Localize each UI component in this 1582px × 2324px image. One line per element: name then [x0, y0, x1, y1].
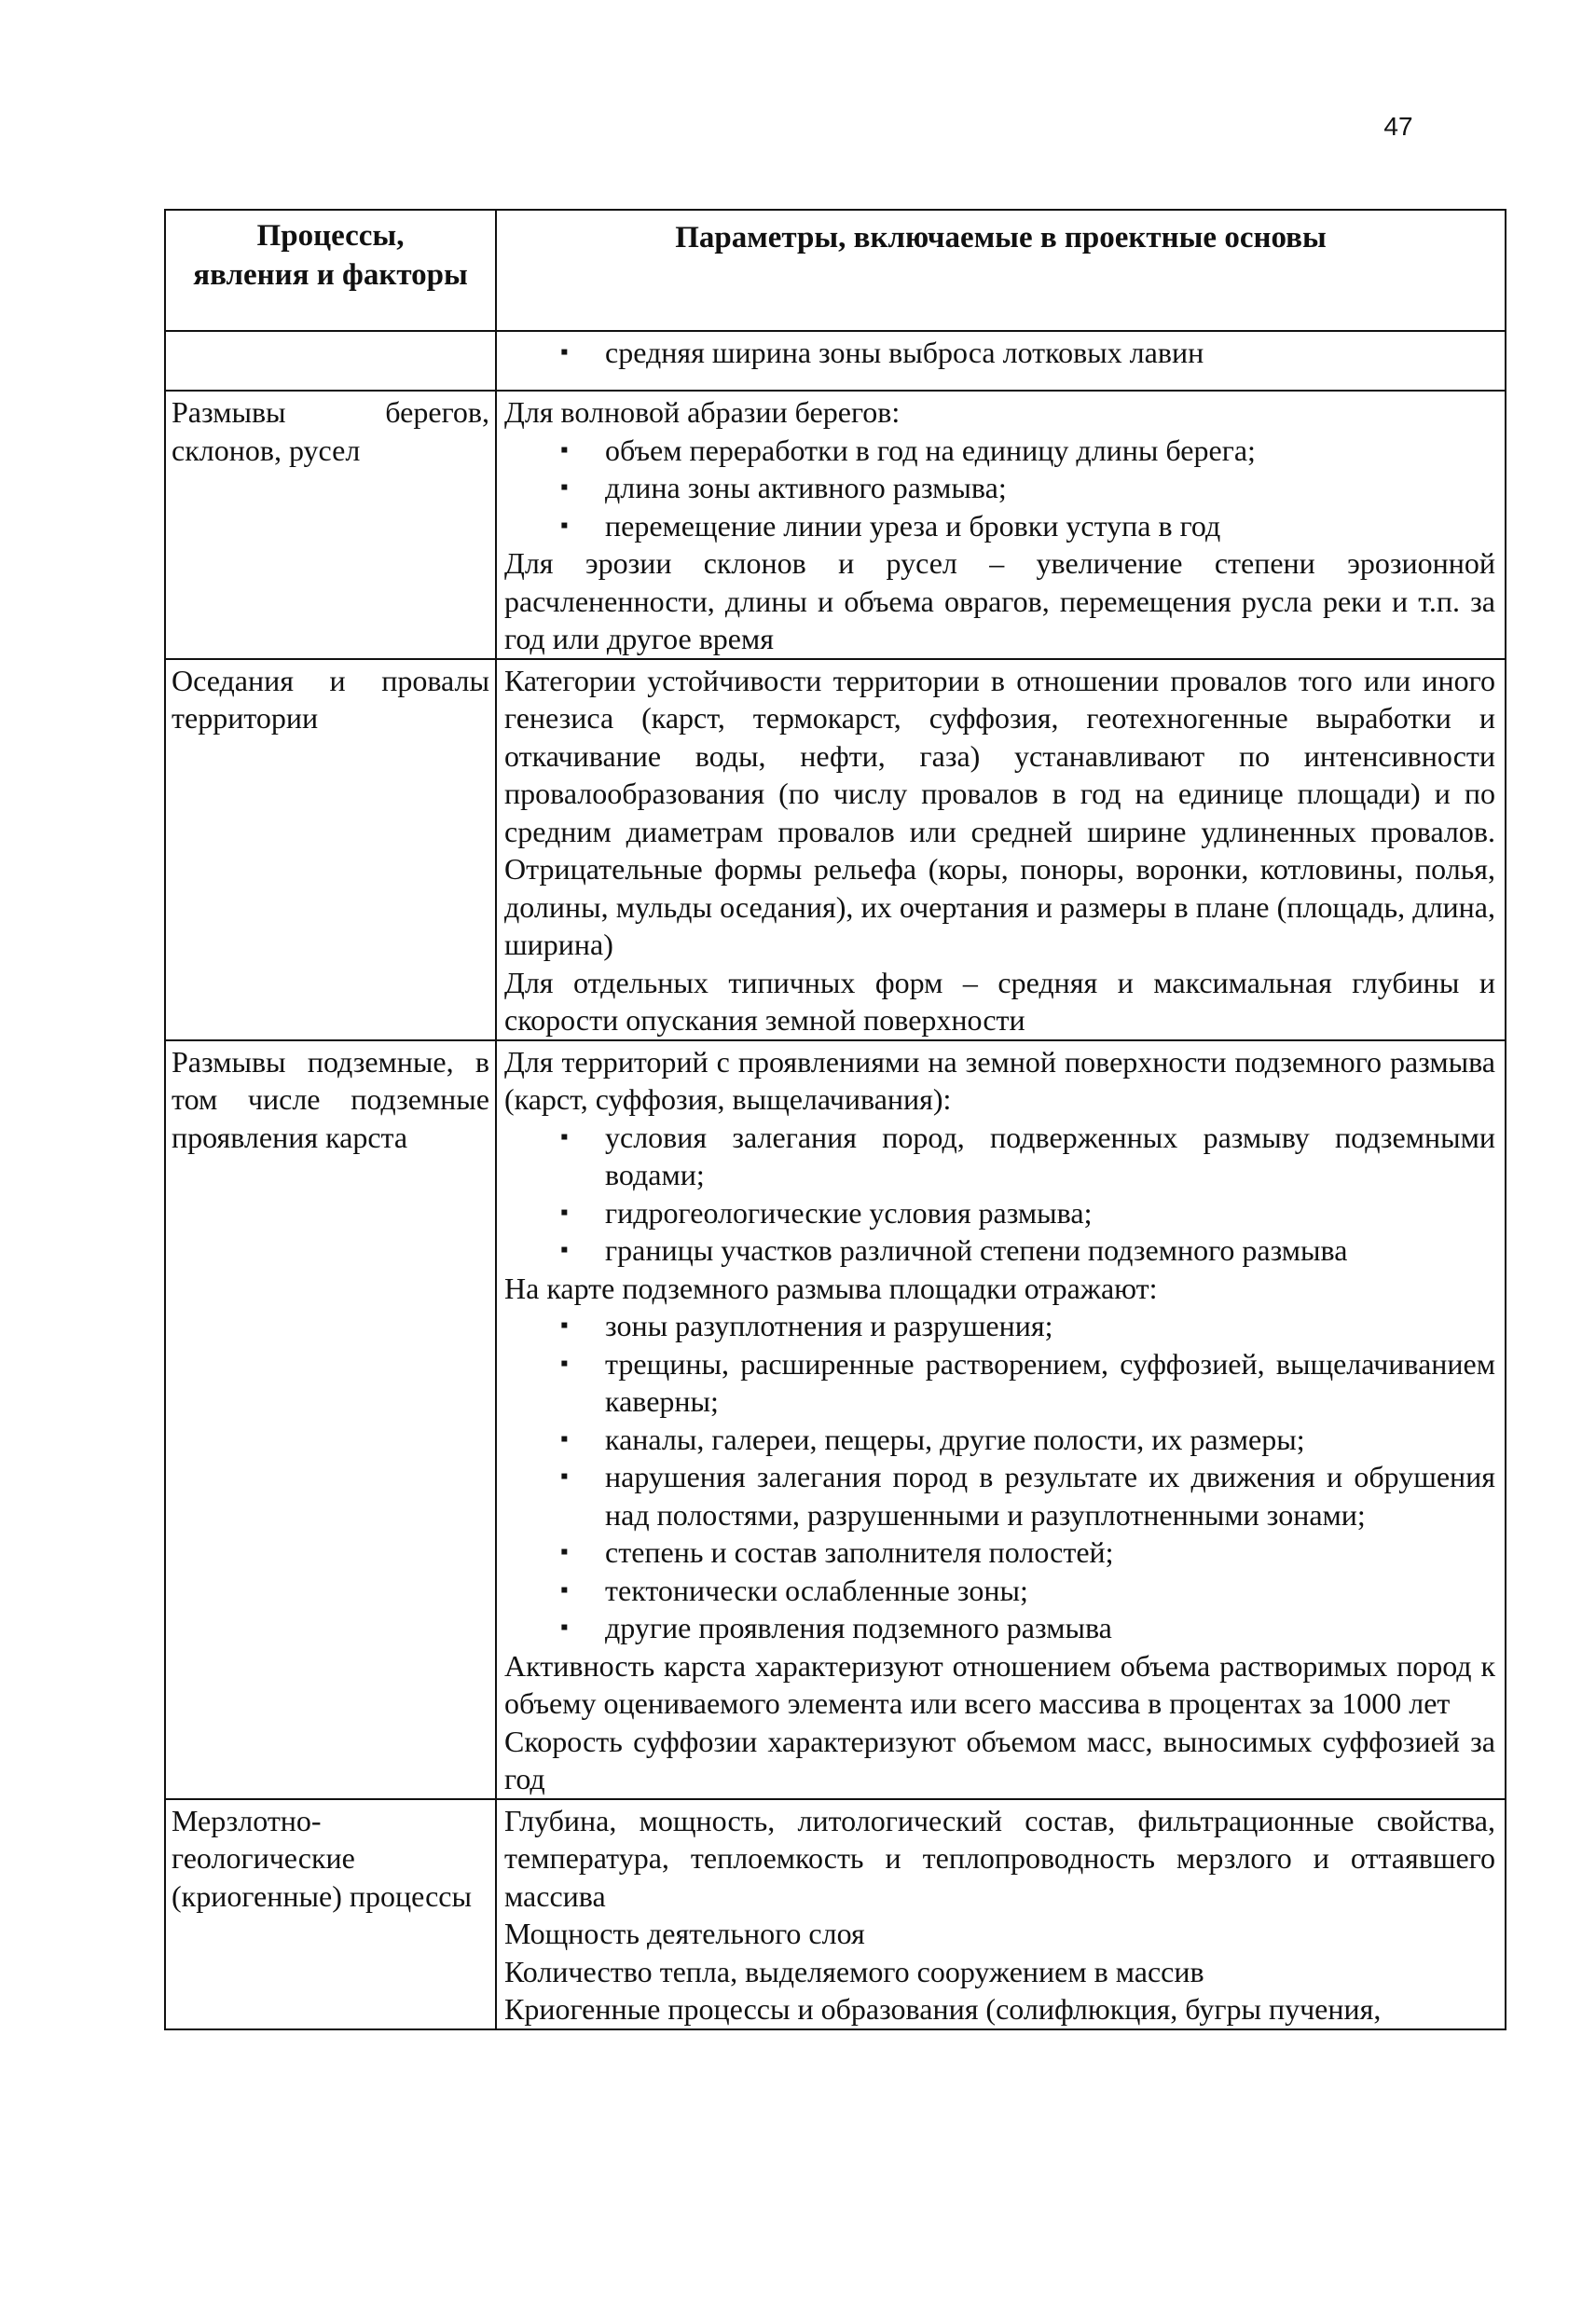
parameters-table	[164, 209, 1506, 2030]
bullet-item: ▪ тектонически ослабленные зоны;	[504, 1572, 1495, 1610]
bullet-item: ▪ средняя ширина зоны выброса лотковых лавин	[504, 334, 1495, 372]
header-processes-line2: явления и факторы	[193, 258, 468, 292]
process-cell: Размывы берегов, склонов, русел	[165, 391, 496, 659]
bullet-list	[504, 334, 1495, 372]
table-row	[165, 391, 1506, 659]
paragraph: Активность карста характеризуют отношением объема растворимых пород к объему оцениваемого элемента или всего массива в процентах за 1000 лет	[504, 1648, 1495, 1720]
process-cell: Мерзлотно-геологические (криогенные) процессы	[165, 1799, 496, 2029]
bullet-list	[504, 432, 1495, 545]
paragraph: Скорость суффозии характеризуют объемом масс, выносимых суффозией за год	[504, 1724, 1495, 1795]
parameters-cell	[496, 659, 1506, 1040]
paragraph: Для территорий с проявлениями на земной поверхности подземного размыва (карст, суффозия, выщелачивания):	[504, 1044, 1495, 1116]
paragraph: Для волновой абразии берегов:	[504, 395, 901, 429]
bullet-item: ▪ нарушения залегания пород в результате их движения и обрушения над полостями, разрушенными и разуплотненными зонами;	[504, 1458, 1495, 1533]
bullet-item: ▪ гидрогеологические условия размыва;	[504, 1194, 1495, 1232]
parameters-cell	[496, 1040, 1506, 1799]
parameters-cell	[496, 391, 1506, 659]
header-parameters: Параметры, включаемые в проектные основы	[496, 210, 1506, 331]
bullet-list	[504, 1119, 1495, 1270]
paragraph: Мощность деятельного слоя	[504, 1917, 865, 1950]
paragraph: На карте подземного размыва площадки отражают:	[504, 1271, 1158, 1305]
table-row	[165, 331, 1506, 391]
table-row	[165, 659, 1506, 1040]
paragraph: Глубина, мощность, литологический состав, фильтрационные свойства, температура, теплоемкость и теплопроводность мерзлого и оттаявшего массива	[504, 1803, 1495, 1913]
bullet-item: ▪ границы участков различной степени подземного размыва	[504, 1231, 1495, 1270]
bullet-item: ▪ трещины, расширенные растворением, суффозией, выщелачиванием каверны;	[504, 1345, 1495, 1421]
header-processes-line1: Процессы,	[256, 219, 405, 253]
parameters-cell	[496, 331, 1506, 391]
bullet-item: ▪ перемещение линии уреза и бровки уступа в год	[504, 507, 1495, 545]
table-row	[165, 1040, 1506, 1799]
paragraph: Криогенные процессы и образования (солифлюкция, бугры пучения,	[504, 1992, 1382, 2026]
header-processes	[165, 210, 496, 331]
bullet-item: ▪ объем переработки в год на единицу длины берега;	[504, 432, 1495, 470]
process-cell: Размывы подземные, в том числе подземные проявления карста	[165, 1040, 496, 1799]
bullet-item: ▪ другие проявления подземного размыва	[504, 1609, 1495, 1647]
paragraph: Категории устойчивости территории в отношении провалов того или иного генезиса (карст, термокарст, суффозия, геотехногенные выработки и откачивание воды, нефти, газа) устанавливают по интенсивности провалообразования (по числу провалов в год на единице площади) и по средним диаметрам провалов или средней ширине удлиненных провалов. Отрицательные формы рельефа (коры, поноры, воронки, котловины, полья, долины, мульды оседания), их очертания и размеры в плане (площадь, длина, ширина)	[504, 663, 1495, 961]
table-row	[165, 1799, 1506, 2029]
page-number: 47	[1383, 112, 1413, 141]
bullet-item: ▪ длина зоны активного размыва;	[504, 469, 1495, 507]
bullet-item: ▪ зоны разуплотнения и разрушения;	[504, 1307, 1495, 1345]
table-header-row	[165, 210, 1506, 331]
bullet-item: ▪ условия залегания пород, подверженных размыву подземными водами;	[504, 1119, 1495, 1194]
process-cell	[165, 331, 496, 391]
paragraph: Количество тепла, выделяемого сооружением в массив	[504, 1954, 1204, 1988]
process-cell: Оседания и провалы территории	[165, 659, 496, 1040]
bullet-item: ▪ каналы, галереи, пещеры, другие полости, их размеры;	[504, 1421, 1495, 1459]
bullet-list	[504, 1307, 1495, 1647]
paragraph: Для отдельных типичных форм – средняя и максимальная глубины и скорости опускания земной поверхности	[504, 965, 1495, 1037]
paragraph: Для эрозии склонов и русел – увеличение степени эрозионной расчлененности, длины и объема оврагов, перемещения русла реки и т.п. за год или другое время	[504, 546, 1495, 655]
bullet-item: ▪ степень и состав заполнителя полостей;	[504, 1533, 1495, 1572]
parameters-cell	[496, 1799, 1506, 2029]
